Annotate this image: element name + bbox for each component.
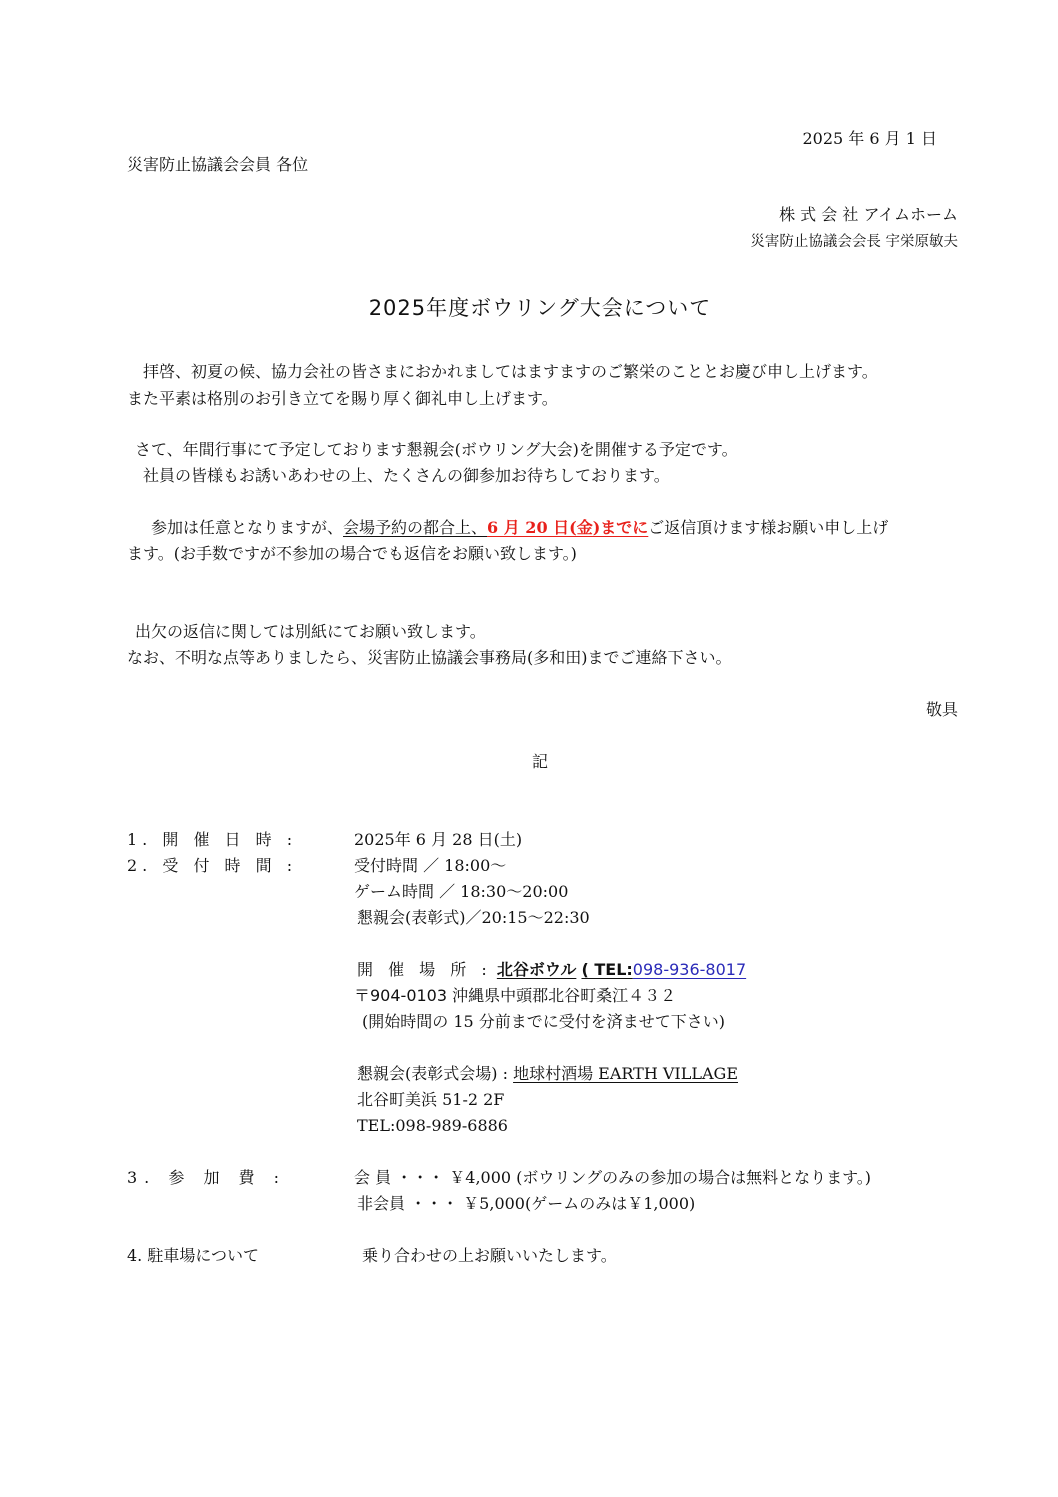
paragraph-event-line1: さて、年間行事にて予定しております懇親会(ボウリング大会)を開催する予定です。 (135, 440, 738, 459)
item1-label: 1. 開 催 日 時 : (127, 830, 298, 849)
venue-tel-link[interactable]: 098-936-8017 (632, 960, 747, 979)
paragraph-event-line2: 社員の皆様もお誘いあわせの上、たくさんの御参加お待ちしております。 (143, 466, 670, 485)
deadline-suffix: ご返信頂けます様お願い申し上げ (648, 518, 889, 537)
item1-value: 2025年 6 月 28 日(土) (354, 830, 523, 849)
deadline-prefix: 参加は任意となりますが、 (151, 518, 344, 537)
party-tel: TEL:098-989-6886 (357, 1116, 508, 1135)
paragraph-deadline-line1 (151, 519, 888, 537)
item4-label: 4. 駐車場について (127, 1246, 260, 1265)
paragraph-reply-line2: なお、不明な点等ありましたら、災害防止協議会事務局(多和田)までご連絡下さい。 (127, 648, 732, 667)
fee-member: 会 員 ・・・ ￥4,000 (ボウリングのみの参加の場合は無料となります。) (354, 1168, 872, 1187)
venue-address: 〒904-0103 沖縄県中頭郡北谷町桑江４３２ (354, 986, 677, 1005)
sender-name: 災害防止協議会会長 宇栄原敏夫 (750, 234, 958, 250)
item2-label: 2. 受 付 時 間 : (127, 856, 298, 875)
ki-heading: 記 (532, 752, 549, 771)
party-venue-label: 懇親会(表彰式会場) : (357, 1064, 508, 1083)
venue-note: (開始時間の 15 分前までに受付を済ませて下さい) (362, 1012, 726, 1031)
item2-game-time: ゲーム時間 ／ 18:30～20:00 (354, 882, 569, 901)
venue-name: 北谷ボウル (496, 960, 577, 979)
venue-label: 開 催 場 所 : (357, 960, 492, 979)
party-venue-line (357, 1065, 738, 1083)
paragraph-greeting-line1: 拝啓、初夏の候、協力会社の皆さまにおかれましてはますますのご繁栄のこととお慶び申し上げます。 (143, 362, 878, 381)
venue-tel-label: ( TEL: (581, 960, 633, 979)
item4-value: 乗り合わせの上お願いいたします。 (362, 1246, 617, 1265)
company-name: 株 式 会 社 アイムホーム (779, 205, 958, 224)
item2-party-time: 懇親会(表彰式)／20:15～22:30 (357, 908, 590, 927)
fee-nonmember: 非会員 ・・・ ￥5,000(ゲームのみは￥1,000) (357, 1194, 696, 1213)
document-date: 2025 年 6 月 1 日 (802, 129, 937, 148)
deadline-date: 6 月 20 日(金)までに (487, 518, 649, 537)
party-address: 北谷町美浜 51-2 2F (357, 1090, 505, 1109)
venue-line (357, 961, 746, 979)
addressee: 災害防止協議会会員 各位 (127, 155, 309, 174)
paragraph-reply-line1: 出欠の返信に関しては別紙にてお願い致します。 (135, 622, 486, 641)
closing-keigu: 敬具 (925, 700, 958, 719)
paragraph-greeting-line2: また平素は格別のお引き立てを賜り厚く御礼申し上げます。 (127, 389, 558, 408)
item2-reception-time: 受付時間 ／ 18:00～ (354, 856, 507, 875)
paragraph-deadline-line2: ます。(お手数ですが不参加の場合でも返信をお願い致します。) (127, 544, 577, 563)
item3-label: 3. 参 加 費 : (127, 1168, 287, 1187)
deadline-underlined-reason: 会場予約の都合上、 (343, 518, 488, 537)
party-venue-name: 地球村酒場 EARTH VILLAGE (513, 1064, 739, 1083)
document-title: 2025年度ボウリング大会について (368, 296, 712, 320)
